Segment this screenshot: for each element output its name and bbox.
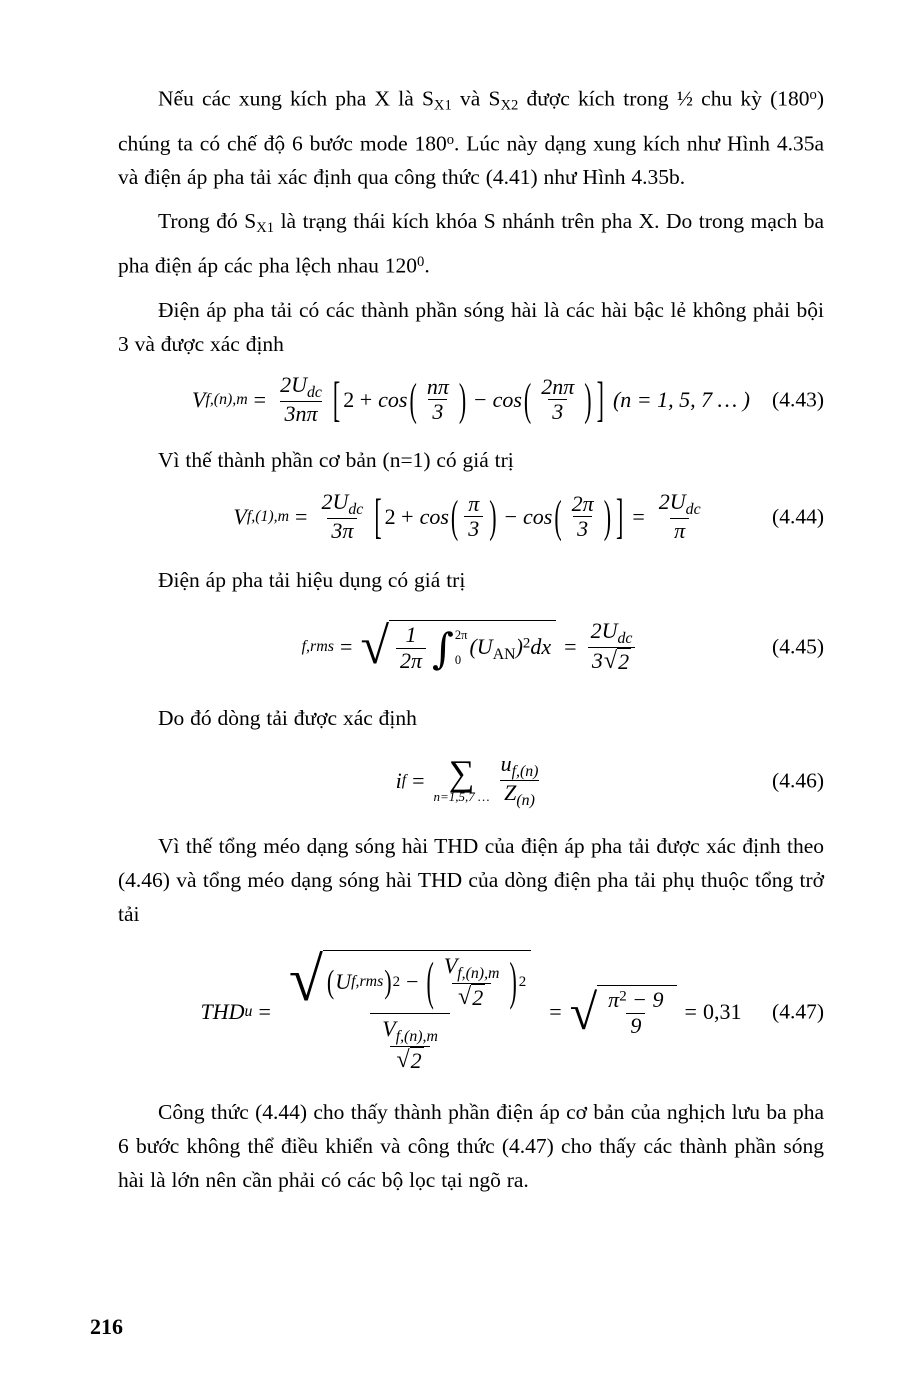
eq447-den-num-sub: f,(n),m xyxy=(395,1028,438,1046)
eq447-den-den: √ 2 xyxy=(390,1046,429,1074)
eq444-frac-1 xyxy=(317,490,367,544)
eq445-integral xyxy=(432,623,468,673)
eq446-lhs-sub: f xyxy=(401,771,407,789)
eq443-frac-1 xyxy=(276,373,326,427)
eq443-condition: (n = 1, 5, 7 … ) xyxy=(612,386,750,412)
eq445-integrand-sub: AN xyxy=(492,645,516,663)
eq446-num: u xyxy=(500,750,512,776)
eq444-equals: = xyxy=(295,503,308,529)
eq444-minus: − xyxy=(504,503,517,529)
summation-icon: ∑ n=1,5,7 … xyxy=(433,752,490,805)
eq444-paren2-open: ( xyxy=(554,490,562,542)
p1-sub-sx2: X2 xyxy=(500,97,519,114)
eq445-sqrt xyxy=(360,618,556,676)
eq446-lhs: i xyxy=(395,767,402,793)
p1-seg-2: và S xyxy=(451,86,501,111)
paragraph-6: Do đó dòng tải được xác định xyxy=(158,705,417,730)
eq443-paren1-close: ) xyxy=(458,373,467,425)
eq443-num: 2U xyxy=(280,371,307,397)
eq444-bracket-close: ] xyxy=(616,488,624,544)
eq443-num-sub: dc xyxy=(306,383,322,401)
eq445-equals-2: = xyxy=(564,633,577,659)
eq444-two-plus: 2 + xyxy=(384,503,414,529)
paragraph-2 xyxy=(118,204,824,283)
eq443-arg1-den: 3 xyxy=(428,399,447,425)
paragraph-5: Điện áp pha tải hiệu dụng có giá trị xyxy=(158,567,466,592)
p1-seg-0: Nếu các xung kích pha X là S xyxy=(158,86,434,111)
eq444-arg1-den: 3 xyxy=(464,516,483,542)
equation-4-43 xyxy=(118,361,824,439)
eq444-frac-result xyxy=(655,490,705,544)
equation-4-47 xyxy=(118,937,824,1087)
eq444-paren1-close: ) xyxy=(489,490,497,542)
eq447-rad-num: $\pi^2 - 9$ xyxy=(608,987,664,1013)
eq445-radical-sign: √ xyxy=(360,618,389,676)
eq445-rnum-sub: dc xyxy=(617,629,633,647)
p1-seg-8: . Lúc này dạng xung kích như Hình 4.35a và điện áp pha tải xác định qua công thức (4.41) như Hình 4.35b. xyxy=(118,131,824,190)
eq445-equals: = xyxy=(340,633,353,659)
eq443-lhs-sub: f,(n),m xyxy=(205,390,248,408)
eq443-lhs: V xyxy=(191,386,206,412)
eq443-paren2-close: ) xyxy=(584,373,592,425)
eq443-paren2-open: ( xyxy=(523,373,532,425)
eq444-num: 2U xyxy=(321,488,349,514)
p1-sup-deg1: o xyxy=(809,87,817,103)
eq444-arg-1 xyxy=(464,492,483,542)
eq444-cos-2: cos xyxy=(523,503,553,529)
eq446-sum-lower: n=1,5,7 … xyxy=(433,789,490,805)
eq447-inner2-open: ( xyxy=(426,950,434,1011)
p1-seg-4: được kích trong ½ chu kỳ (180 xyxy=(518,86,810,111)
eq446-num-sub: f,(n) xyxy=(511,762,539,780)
equation-4-45-number: (4.45) xyxy=(772,634,824,659)
eq447-inner1: U xyxy=(335,968,352,994)
eq443-cos-1: cos xyxy=(378,386,408,412)
eq447-lhs: THD xyxy=(200,998,245,1024)
equation-4-44 xyxy=(118,477,824,557)
eq444-lhs-sub: f,(1),m xyxy=(246,507,290,525)
equation-4-45 xyxy=(118,597,824,697)
eq444-arg-2 xyxy=(568,492,598,542)
eq443-bracket-open: [ xyxy=(332,371,341,427)
eq444-bracket-open: [ xyxy=(374,488,382,544)
eq444-rnum-sub: dc xyxy=(685,500,701,518)
eq447-lhs-sub: u xyxy=(244,1002,253,1020)
eq444-cos-1: cos xyxy=(419,503,449,529)
p2-seg-2: là trạng thái kích khóa S nhánh trên pha X. Do trong mạch ba pha điện áp các pha lệch nhau 120 xyxy=(118,209,824,278)
eq443-arg1-num: nπ xyxy=(426,373,449,399)
eq445-integrand-pow: )$^2$ xyxy=(515,633,531,659)
p2-sup-deg: 0 xyxy=(417,254,425,271)
eq443-den: 3nπ xyxy=(280,401,321,427)
eq445-rden: 3 √ 2 xyxy=(588,647,635,675)
equation-4-44-body xyxy=(233,490,708,544)
paragraph-1 xyxy=(118,78,824,194)
equation-4-46 xyxy=(118,735,824,827)
p2-seg-4: . xyxy=(424,253,430,278)
eq447-right-frac xyxy=(604,988,667,1038)
p1-sup-deg2: o xyxy=(446,131,455,148)
eq445-frac-result xyxy=(587,619,637,675)
eq447-inner1-open: ( xyxy=(326,962,335,1000)
eq443-minus: − xyxy=(474,386,487,412)
equation-4-46-body xyxy=(396,752,547,810)
equation-4-45-body xyxy=(302,619,641,675)
eq447-rad-den: 9 xyxy=(626,1013,645,1039)
equation-4-43-number: (4.43) xyxy=(772,387,824,412)
paragraph-7: Vì thế tổng méo dạng sóng hài THD của điện áp pha tải được xác định theo (4.46) và tổng méo dạng sóng hài THD của dòng điện pha tải phụ thuộc tổng trở tải xyxy=(118,833,824,926)
equation-4-44-number: (4.44) xyxy=(772,504,824,529)
eq443-arg-2 xyxy=(537,375,578,425)
equation-4-43-body xyxy=(192,373,750,427)
eq447-inner2-den: √ 2 xyxy=(452,983,491,1011)
eq444-rnum: 2U xyxy=(658,488,686,514)
equation-4-46-number: (4.46) xyxy=(772,768,824,793)
eq444-rden: π xyxy=(670,518,689,544)
eq447-inner1-close: ) xyxy=(384,962,392,1000)
eq443-two-plus: 2 + xyxy=(343,386,373,412)
eq447-inner2-frac xyxy=(440,954,504,1010)
eq447-equals-2: = xyxy=(549,998,562,1024)
eq445-integrand: $(U_{AN})^2dx$ xyxy=(469,633,552,663)
eq446-den-sub: (n) xyxy=(516,792,535,810)
p2-seg-0: Trong đó S xyxy=(158,209,257,234)
paragraph-3: Điện áp pha tải có các thành phần sóng hài là các hài bậc lẻ không phải bội 3 và được xác định xyxy=(118,297,824,356)
eq446-frac xyxy=(497,752,543,810)
eq447-radical-sign: √ xyxy=(288,945,323,1014)
eq443-arg2-num: 2nπ xyxy=(541,373,575,399)
eq444-arg2-den: 3 xyxy=(573,516,592,542)
eq447-minus: − xyxy=(406,968,419,994)
eq444-num-sub: dc xyxy=(348,500,364,518)
eq444-arg2-num: 2π xyxy=(571,490,594,516)
eq444-paren1-open: ( xyxy=(450,490,459,542)
eq443-cos-2: cos xyxy=(492,386,522,412)
eq446-equals: = xyxy=(412,767,425,793)
equation-4-47-number: (4.47) xyxy=(772,999,824,1024)
eq446-den: Z xyxy=(504,780,517,806)
eq447-den-num: V xyxy=(382,1016,396,1042)
eq447-inner1-sub: f,rms xyxy=(351,973,384,991)
eq443-bracket-close: ] xyxy=(596,371,604,427)
eq445-frac-1 xyxy=(396,623,426,673)
paragraph-8: Công thức (4.44) cho thấy thành phần điện áp cơ bản của nghịch lưu ba pha 6 bước không thể điều khiển và công thức (4.47) cho thấy các thành phần sóng hài là lớn nên cần phải có các bộ lọc tại ngõ ra. xyxy=(118,1099,824,1192)
eq447-equals-3: = xyxy=(684,998,697,1024)
eq444-arg1-num: π xyxy=(468,490,480,516)
eq445-fden: 2π xyxy=(396,648,426,674)
eq443-arg-1 xyxy=(423,375,453,425)
eq443-equals: = xyxy=(253,386,267,412)
p2-sub-sx1: X1 xyxy=(256,220,275,237)
eq447-main-frac xyxy=(283,945,537,1074)
eq445-dx: dx xyxy=(530,633,552,659)
eq447-sqrt-outer: √ ( U f,rms ) 2 − ( $V_{f,(n),m}$ √ 2 ) 2 xyxy=(289,950,531,1010)
equation-4-47-body xyxy=(200,945,742,1074)
eq447-equals: = xyxy=(258,998,271,1024)
page-number: 216 xyxy=(90,1314,123,1339)
eq444-lhs: V xyxy=(233,503,247,529)
eq444-equals-2: = xyxy=(632,503,645,529)
p1-seg-6: ) chúng ta có chế độ 6 bước mode 180 xyxy=(118,86,824,156)
eq445-int-lower: 0 xyxy=(454,653,462,668)
eq447-den-frac xyxy=(378,1017,442,1073)
p1-sub-sx1: X1 xyxy=(433,97,452,114)
eq447-inner2-num-sub: f,(n),m xyxy=(457,964,500,982)
integral-icon: ∫ xyxy=(432,623,454,673)
eq445-rden-sqrt: √ 2 xyxy=(603,648,630,675)
eq447-result: 0,31 xyxy=(702,998,742,1024)
eq447-inner2-close: ) xyxy=(509,950,517,1011)
eq445-lhs-sub: f,rms xyxy=(301,637,335,655)
eq445-fnum: 1 xyxy=(405,622,417,648)
eq443-paren1-open: ( xyxy=(409,373,417,425)
eq443-arg2-den: 3 xyxy=(548,399,567,425)
eq444-den: 3π xyxy=(327,518,357,544)
eq447-inner2-num: V xyxy=(443,953,458,979)
eq445-int-upper: 2π xyxy=(454,628,468,643)
eq447-sqrt-right: √ $\frac{\pi^2 - 9}{9}$ xyxy=(570,985,677,1038)
paragraph-4: Vì thế thành phần cơ bản (n=1) có giá trị xyxy=(158,447,514,472)
eq444-paren2-close: ) xyxy=(603,490,612,542)
eq445-rnum: 2U xyxy=(590,617,618,643)
